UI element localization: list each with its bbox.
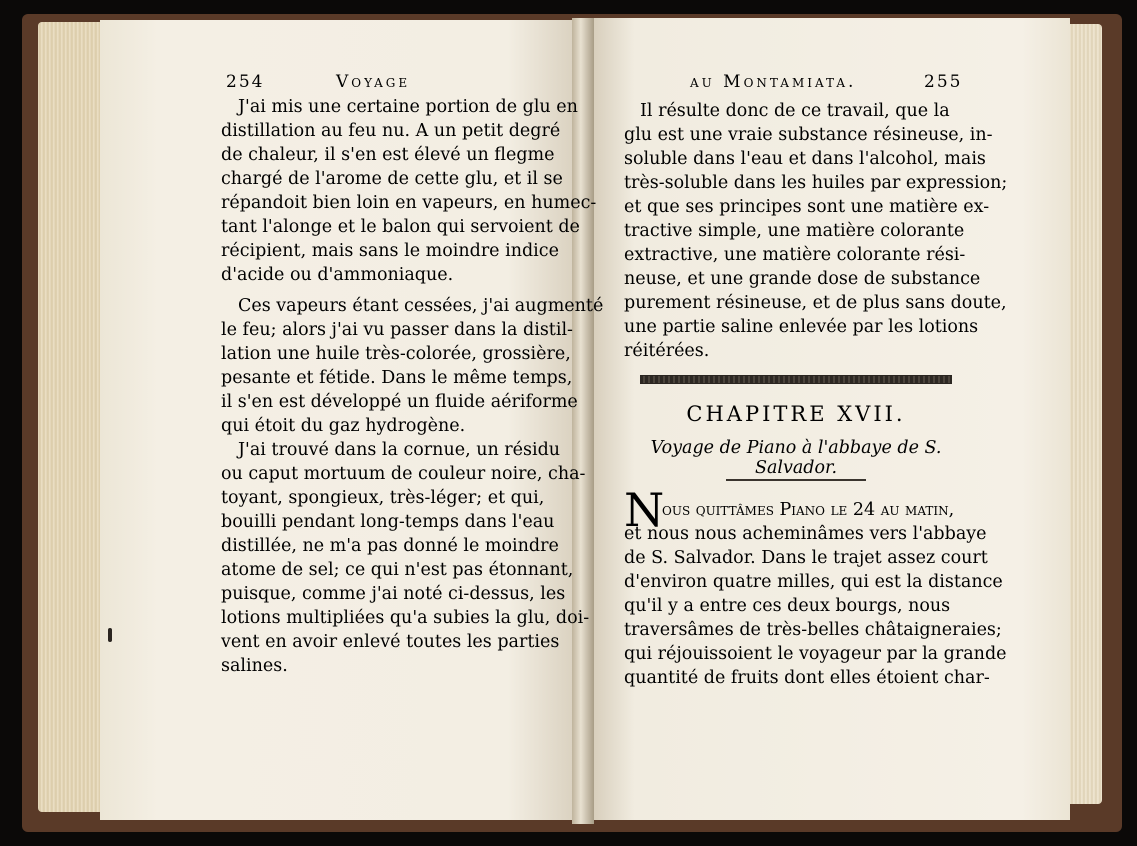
left-line-8: d'acide ou d'ammoniaque. <box>221 265 454 285</box>
left-line-13: il s'en est développé un fluide aériforme <box>221 392 578 412</box>
left-line-3: de chaleur, il s'en est élevé un flegme <box>221 145 555 165</box>
chapter-line-3: de S. Salvador. Dans le trajet assez court <box>624 548 988 568</box>
left-line-2: distillation au feu nu. A un petit degré <box>221 121 561 141</box>
chapter-line-7: qui réjouissoient le voyageur par la grande <box>624 644 1007 664</box>
chapter-first-line: ous quittâmes Piano le 24 au matin, <box>662 500 955 520</box>
left-line-6: tant l'alonge et le balon qui servoient de <box>221 217 580 237</box>
right-line-5: et que ses principes sont une matière ex- <box>624 197 990 217</box>
left-line-10: le feu; alors j'ai vu passer dans la distil- <box>221 320 573 340</box>
right-line-7: extractive, une matière colorante rési- <box>624 245 966 265</box>
chapter-line-4: d'environ quatre milles, qui est la distance <box>624 572 1003 592</box>
left-line-4: chargé de l'arome de cette glu, et il se <box>221 169 563 189</box>
left-line-17: toyant, spongieux, très-léger; et qui, <box>221 488 545 508</box>
left-line-23: vent en avoir enlevé toutes les parties <box>221 632 560 652</box>
book-gutter <box>572 18 594 824</box>
chapter-rule <box>640 375 952 384</box>
left-page-number: 254 <box>226 72 265 92</box>
left-line-18: bouilli pendant long-temps dans l'eau <box>221 512 555 532</box>
chapter-line-2: et nous nous acheminâmes vers l'abbaye <box>624 524 987 544</box>
left-line-12: pesante et fétide. Dans le même temps, <box>221 368 573 388</box>
left-line-24: salines. <box>221 656 288 676</box>
chapter-line-5: qu'il y a entre ces deux bourgs, nous <box>624 596 951 616</box>
left-line-22: lotions multipliées qu'a subies la glu, doi- <box>221 608 590 628</box>
left-running-head: Voyage <box>336 72 411 92</box>
left-line-1: J'ai mis une certaine portion de glu en <box>238 97 578 117</box>
chapter-subtitle: Voyage de Piano à l'abbaye de S. Salvador. <box>650 438 942 478</box>
right-running-head: au Montamiata. <box>690 72 857 92</box>
right-line-1: Il résulte donc de ce travail, que la <box>640 101 950 121</box>
margin-mark <box>108 628 112 642</box>
left-line-7: récipient, mais sans le moindre indice <box>221 241 559 261</box>
drop-cap: N <box>624 483 665 537</box>
right-line-10: une partie saline enlevée par les lotions <box>624 317 979 337</box>
right-line-3: soluble dans l'eau et dans l'alcohol, mais <box>624 149 986 169</box>
left-line-20: atome de sel; ce qui n'est pas étonnant, <box>221 560 574 580</box>
left-line-16: ou caput mortuum de couleur noire, cha- <box>221 464 586 484</box>
right-line-2: glu est une vraie substance résineuse, in- <box>624 125 993 145</box>
chapter-title: CHAPITRE XVII. <box>686 402 906 426</box>
right-line-6: tractive simple, une matière colorante <box>624 221 965 241</box>
left-line-15: J'ai trouvé dans la cornue, un résidu <box>238 440 561 460</box>
right-page-number: 255 <box>924 72 963 92</box>
right-line-9: purement résineuse, et de plus sans doute, <box>624 293 1007 313</box>
right-line-11: réitérées. <box>624 341 710 361</box>
subtitle-rule <box>726 479 866 481</box>
right-line-8: neuse, et une grande dose de substance <box>624 269 981 289</box>
left-line-19: distillée, ne m'a pas donné le moindre <box>221 536 559 556</box>
left-line-9: Ces vapeurs étant cessées, j'ai augmenté <box>238 296 604 316</box>
left-line-5: répandoit bien loin en vapeurs, en humec- <box>221 193 597 213</box>
chapter-line-6: traversâmes de très-belles châtaigneraies; <box>624 620 1002 640</box>
chapter-line-8: quantité de fruits dont elles étoient char- <box>624 668 990 688</box>
left-line-11: lation une huile très-colorée, grossière, <box>221 344 571 364</box>
left-line-14: qui étoit du gaz hydrogène. <box>221 416 466 436</box>
right-line-4: très-soluble dans les huiles par expression; <box>624 173 1008 193</box>
left-line-21: puisque, comme j'ai noté ci-dessus, les <box>221 584 566 604</box>
